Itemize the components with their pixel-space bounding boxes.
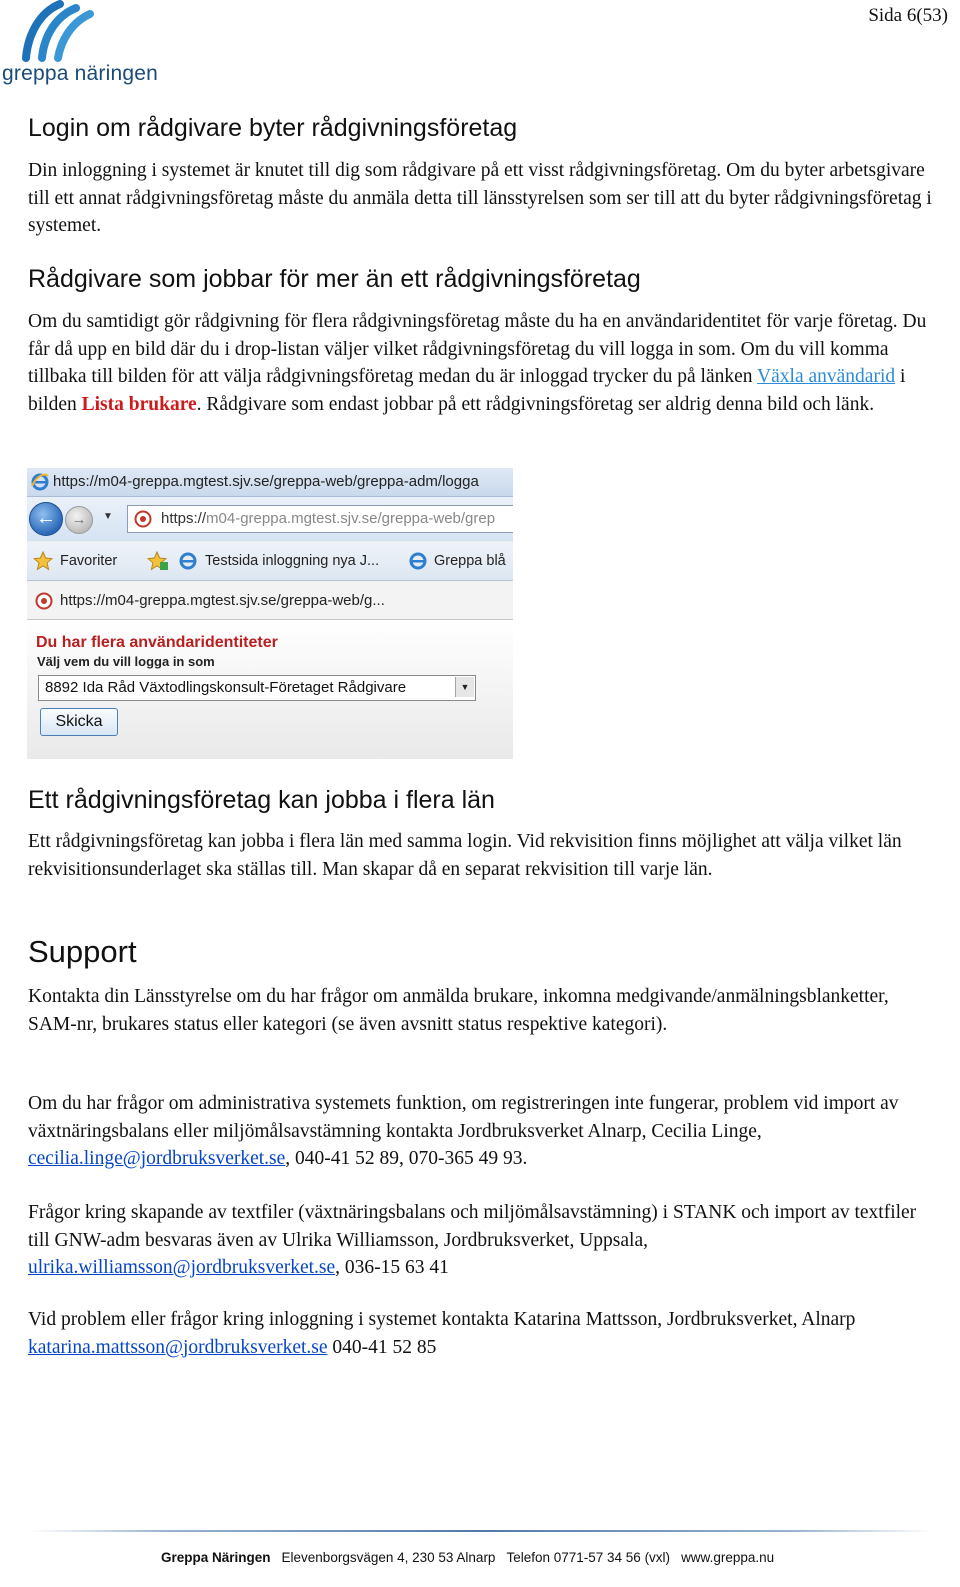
text-run: Frågor kring skapande av textfiler (växtnäringsbalans och miljömålsavstämning) i STANK och import av textfiler till GNW-adm besvaras även av Ulrika Williamsson, Jordbruksverket, Uppsala, <box>28 1202 917 1251</box>
identities-heading: Du har flera användaridentiteter <box>36 634 278 651</box>
window-title-url: https://m04-greppa.mgtest.sjv.se/greppa-web/greppa-adm/logga <box>53 473 479 490</box>
greppa-logo-icon <box>16 0 96 62</box>
favorites-bar <box>27 542 513 581</box>
url-scheme: https:// <box>161 510 207 527</box>
ie-page-icon <box>409 552 427 570</box>
favorites-button[interactable]: Favoriter <box>60 553 118 569</box>
section-title-multi: Rådgivare som jobbar för mer än ett rådgivningsföretag <box>28 265 641 293</box>
url-rest: m04-greppa.mgtest.sjv.se/greppa-web/grep <box>206 510 496 527</box>
section-title-login: Login om rådgivare byter rådgivningsföretag <box>28 114 518 142</box>
email-link-ulrika[interactable]: ulrika.williamsson@jordbruksverket.se <box>28 1257 336 1278</box>
tab-title: https://m04-greppa.mgtest.sjv.se/greppa-web/g... <box>60 592 385 609</box>
support-paragraph-3 <box>28 1199 938 1282</box>
favorite-link-testsida[interactable]: Testsida inloggning nya J... <box>205 553 380 569</box>
address-bar[interactable] <box>127 505 513 533</box>
footer-phone: Telefon 0771-57 34 56 (vxl) <box>506 1550 671 1565</box>
send-button[interactable]: Skicka <box>40 708 118 736</box>
ie-page-icon <box>179 552 197 570</box>
identity-select-value: 8892 Ida Råd Växtodlingskonsult-Företaget Rådgivare <box>45 679 407 696</box>
site-favicon-icon <box>134 510 152 528</box>
list-users-emphasis: Lista brukare <box>81 393 197 415</box>
favorites-star-icon <box>33 551 53 571</box>
support-paragraph-2 <box>28 1090 938 1173</box>
browser-tab[interactable] <box>27 581 513 620</box>
chevron-down-icon[interactable]: ▼ <box>455 677 474 697</box>
logo-text: greppa näringen <box>2 62 158 85</box>
page-number: Sida 6(53) <box>868 5 948 26</box>
footer-divider <box>28 1530 933 1532</box>
identity-select[interactable] <box>38 675 476 701</box>
address-url <box>161 510 495 527</box>
footer <box>161 1550 774 1565</box>
section-body-multi <box>28 308 938 418</box>
text-run: . Rådgivare som endast jobbar på ett rådgivningsföretag ser aldrig denna bild och länk. <box>196 393 875 415</box>
site-favicon-icon <box>35 592 53 610</box>
support-paragraph-4 <box>28 1306 938 1361</box>
choose-login-label: Välj vem du vill logga in som <box>37 654 215 669</box>
section-body-login: Din inloggning i systemet är knutet till dig som rådgivare på ett visst rådgivningsföretag. Om du byter arbetsgivare till ett annat rådgivningsföretag måste du anmäla detta till länsstyrelsen som ser till att du byter rådgivningsföretag i systemet. <box>28 160 932 236</box>
section-title-support: Support <box>28 934 137 969</box>
email-link-cecilia[interactable]: cecilia.linge@jordbruksverket.se <box>28 1148 286 1169</box>
email-link-katarina[interactable]: katarina.mattsson@jordbruksverket.se <box>28 1336 328 1358</box>
text-run: Om du har frågor om administrativa systemets funktion, om registreringen inte fungerar, problem vid import av växtnäringsbalans eller miljömålsavstämning kontakta Jordbruksverket Alnarp, Cecilia Linge, <box>28 1093 899 1142</box>
back-arrow-icon[interactable]: ← <box>29 502 63 536</box>
footer-web[interactable]: www.greppa.nu <box>681 1550 775 1565</box>
browser-titlebar <box>27 468 513 497</box>
text-run: i bilden <box>28 366 906 415</box>
footer-address: Elevenborgsvägen 4, 230 53 Alnarp <box>281 1550 496 1565</box>
ie-logo-icon <box>31 473 49 491</box>
section-title-counties: Ett rådgivningsföretag kan jobba i flera län <box>28 786 495 814</box>
add-favorite-icon[interactable] <box>147 551 169 571</box>
favorite-link-greppa[interactable]: Greppa blå <box>434 553 506 569</box>
text-run: Om du samtidigt gör rådgivning för flera rådgivningsföretag måste du ha en användaridentitet för varje företag. Du får då upp en bild där du i drop-listan väljer vilket rådgivningsföretag du vill logga in som. Om du vill komma tillbaka till bilden för att välja rådgivningsföretag medan du är inloggad trycker du på länken <box>28 311 927 387</box>
support-paragraph-1: Kontakta din Länsstyrelse om du har frågor om anmälda brukare, inkomna medgivande/anmälningsblanketter, SAM-nr, brukares status eller kategori (se även avsnitt status respektive kategori). <box>28 986 889 1035</box>
forward-arrow-icon[interactable]: → <box>65 506 93 534</box>
browser-screenshot <box>27 468 513 759</box>
greppa-logo <box>2 0 172 92</box>
text-run: , 036-15 63 41 <box>335 1257 449 1278</box>
switch-user-link[interactable]: Växla användarid <box>757 366 896 387</box>
section-body-counties: Ett rådgivningsföretag kan jobba i flera län med samma login. Vid rekvisition finns möjlighet att välja vilket län rekvisitionsunderlaget ska ställas till. Man skapar då en separat rekvisition till varje län. <box>28 831 902 880</box>
browser-page-content <box>27 620 513 759</box>
browser-navbar <box>27 497 513 541</box>
text-run: , 040-41 52 89, 070-365 49 93. <box>285 1148 528 1169</box>
text-run: Vid problem eller frågor kring inloggning i systemet kontakta Katarina Mattsson, Jordbruksverket, Alnarp <box>28 1309 856 1330</box>
history-dropdown-icon[interactable]: ▼ <box>103 511 113 522</box>
text-run: 040-41 52 85 <box>327 1336 437 1358</box>
footer-org: Greppa Näringen <box>161 1550 271 1565</box>
